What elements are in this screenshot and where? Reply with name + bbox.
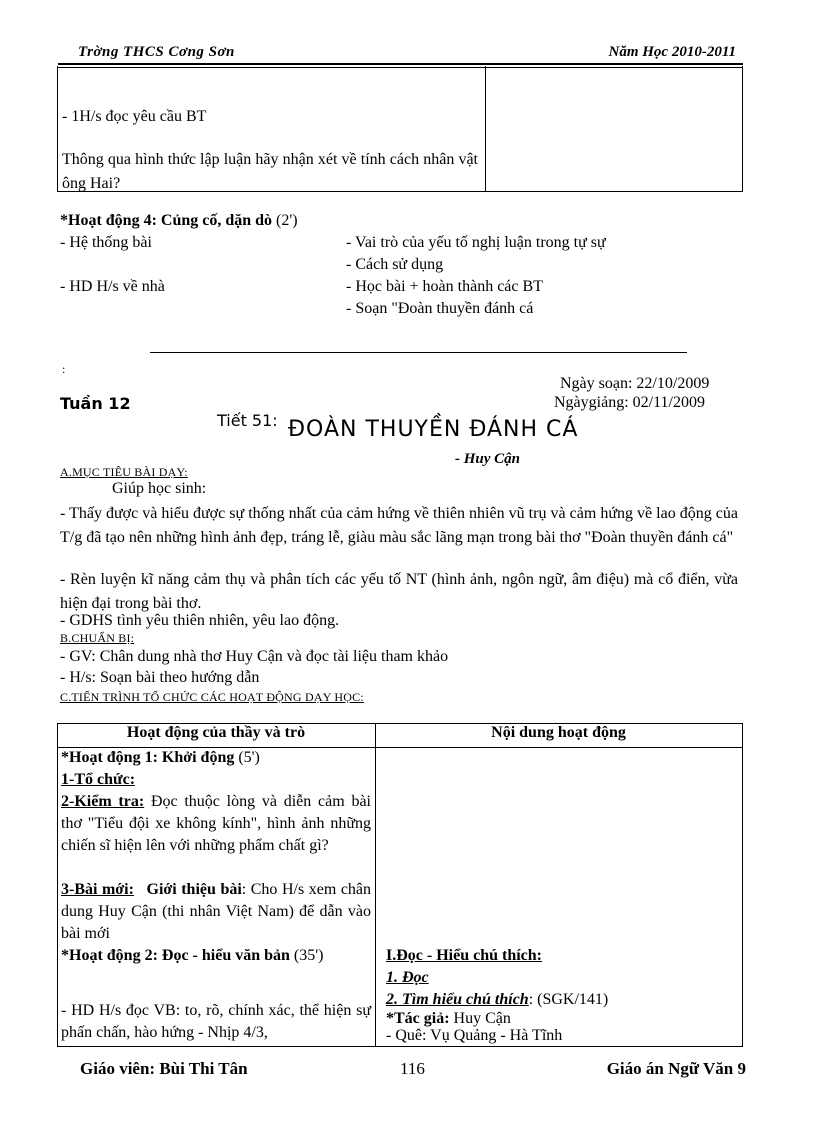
activity4-left-item: - HD H/s về nhà: [60, 278, 165, 295]
activity4-time: (2'): [276, 212, 298, 229]
intro-text: : Cho H/s xem chân dung Huy Cận (thi nhân Việt Nam) để dẫn vào bài mới: [61, 881, 372, 942]
section-a-paragraph: - Rèn luyện kĩ năng cảm thụ và phân tích các yếu tố NT (hình ảnh, ngôn ngữ, âm điệu) mà cổ điển, vừa hiện đại trong bài thơ.: [60, 571, 738, 612]
section-b-students: - H/s: Soạn bài theo hướng dẫn: [60, 669, 260, 686]
section-a-heading: A.MỤC TIÊU BÀI DẠY:: [60, 465, 188, 479]
section-b-teacher: - GV: Chân dung nhà thơ Huy Cận và đọc tài liệu tham khảo: [60, 648, 449, 665]
activity4-title: *Hoạt động 4: Củng cố, dặn dò: [60, 212, 273, 229]
activity2-heading: [61, 945, 371, 967]
reading-item: 1. Đọc: [386, 969, 429, 986]
section-a-paragraph: - Thấy được và hiểu được sự thống nhất của cảm hứng về thiên nhiên vũ trụ và cảm hứng về lao động của T/g đã tạo nên những hình ảnh đẹp, tráng lễ, giàu màu sắc lãng mạn trong bài thơ "Đoàn thuyền đánh cá": [60, 505, 738, 546]
activity1-check: [61, 791, 371, 857]
column-header-teacher-student: Hoạt động của thầy và trò: [126, 724, 306, 741]
check-label: 2-Kiểm tra:: [61, 793, 145, 810]
activity4-right-item: - Vai trò của yếu tố nghị luận trong tự sự: [346, 234, 606, 251]
activity4-left-item: - Hệ thống bài: [60, 234, 152, 251]
activity4-right-item: - Soạn "Đoàn thuyền đánh cá: [346, 300, 534, 317]
table-line-question: Thông qua hình thức lập luận hãy nhận xét về tính cách nhân vật ông Hai?: [62, 151, 478, 192]
activity2-title: *Hoạt động 2: Đọc - hiểu văn bản: [61, 947, 290, 964]
activity1-organization: 1-Tổ chức:: [61, 771, 136, 788]
stray-mark: :: [62, 362, 66, 376]
lesson-title: ĐOÀN THUYỀN ĐÁNH CÁ: [288, 417, 579, 442]
annotation-label: 2. Tìm hiểu chú thích: [386, 991, 529, 1008]
activity1-new-lesson: [61, 879, 371, 945]
week-label: Tuần 12: [60, 394, 131, 413]
new-lesson-label: 3-Bài mới:: [61, 881, 134, 898]
page-number: 116: [400, 1059, 425, 1078]
activity2-time: (35'): [293, 947, 324, 964]
author-label: *Tác giả:: [386, 1010, 450, 1027]
hometown-item: - Quê: Vụ Quảng - Hà Tĩnh: [386, 1027, 563, 1044]
check-text: Đọc thuộc lòng và diễn cảm bài thơ "Tiểu đội xe không kính", hình ảnh những chiến sĩ hiện lên với những phẩm chất gì?: [61, 793, 371, 854]
section-a-intro: Giúp học sinh:: [112, 480, 207, 497]
school-year: Năm Học 2010-2011: [608, 44, 736, 60]
section-b-heading: B.CHUẨN BỊ:: [60, 631, 135, 645]
annotation-text: : (SGK/141): [528, 991, 609, 1008]
activity2-text: - HD H/s đọc VB: to, rõ, chính xác, thể hiện sự phấn chấn, hào hứng - Nhịp 4/3,: [61, 1002, 371, 1041]
section-separator: [150, 352, 687, 353]
table-column-divider: [485, 66, 486, 191]
activity4-right-item: - Cách sử dụng: [346, 256, 444, 273]
school-name: Trờng THCS Cơng Sơn: [78, 44, 235, 60]
section-a-paragraph: - GDHS tình yêu thiên nhiên, yêu lao động.: [60, 612, 340, 629]
lesson-author: - Huy Cận: [455, 451, 521, 467]
author-name: Huy Cận: [449, 1010, 511, 1027]
activity1-heading: [61, 747, 371, 769]
date-prepared: Ngày soạn: 22/10/2009: [560, 375, 710, 392]
header-rule: [58, 63, 743, 65]
table-column-divider: [375, 724, 376, 1046]
column-header-content: Nội dung hoạt động: [491, 724, 626, 741]
date-taught: Ngàygiảng: 02/11/2009: [554, 394, 705, 411]
period-label: Tiết 51:: [217, 411, 278, 430]
activity1-time: (5'): [238, 749, 260, 766]
intro-label: Giới thiệu bài: [146, 881, 242, 898]
footer-subject: Giáo án Ngữ Văn 9: [606, 1059, 746, 1078]
activity1-title: *Hoạt động 1: Khởi động: [61, 749, 235, 766]
activity4-heading: [60, 212, 298, 230]
section-c-heading: C.TIẾN TRÌNH TỔ CHỨC CÁC HOẠT ĐỘNG DẠY HỌC:: [60, 690, 364, 704]
footer-teacher: Giáo viên: Bùi Thi Tân: [80, 1059, 248, 1078]
table-line-exercise: - 1H/s đọc yêu cầu BT: [62, 108, 207, 125]
activity4-right-item: - Học bài + hoàn thành các BT: [346, 278, 543, 295]
reading-heading: I.Đọc - Hiểu chú thích:: [386, 947, 542, 964]
